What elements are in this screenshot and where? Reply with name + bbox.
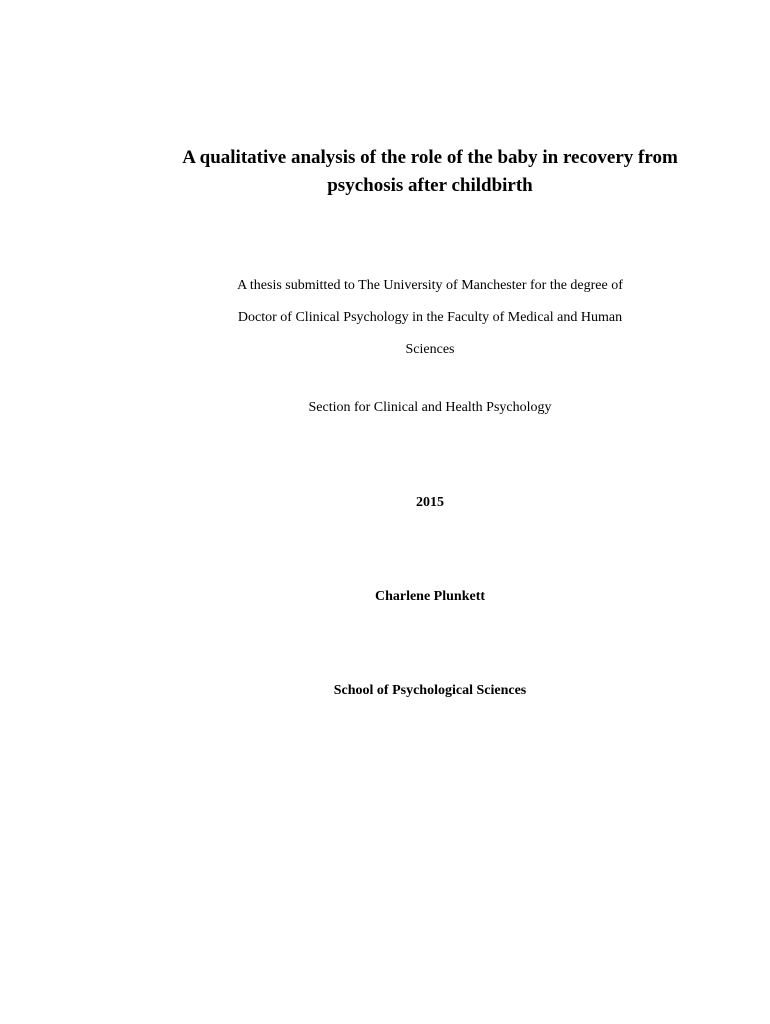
submission-year: 2015 <box>416 495 444 510</box>
thesis-title <box>100 144 760 200</box>
author-name: Charlene Plunkett <box>374 589 486 604</box>
submission-line-2: Doctor of Clinical Psychology in the Faculty of Medical and Human <box>237 310 623 325</box>
thesis-title-line-2: psychosis after childbirth <box>327 175 533 196</box>
section-name: Section for Clinical and Health Psychology <box>308 400 552 415</box>
thesis-title-line-1: A qualitative analysis of the role of the baby in recovery from <box>182 147 678 168</box>
submission-line-3: Sciences <box>405 342 455 357</box>
school-name: School of Psychological Sciences <box>333 683 527 698</box>
submission-statement <box>100 270 760 366</box>
submission-line-1: A thesis submitted to The University of Manchester for the degree of <box>237 278 623 293</box>
